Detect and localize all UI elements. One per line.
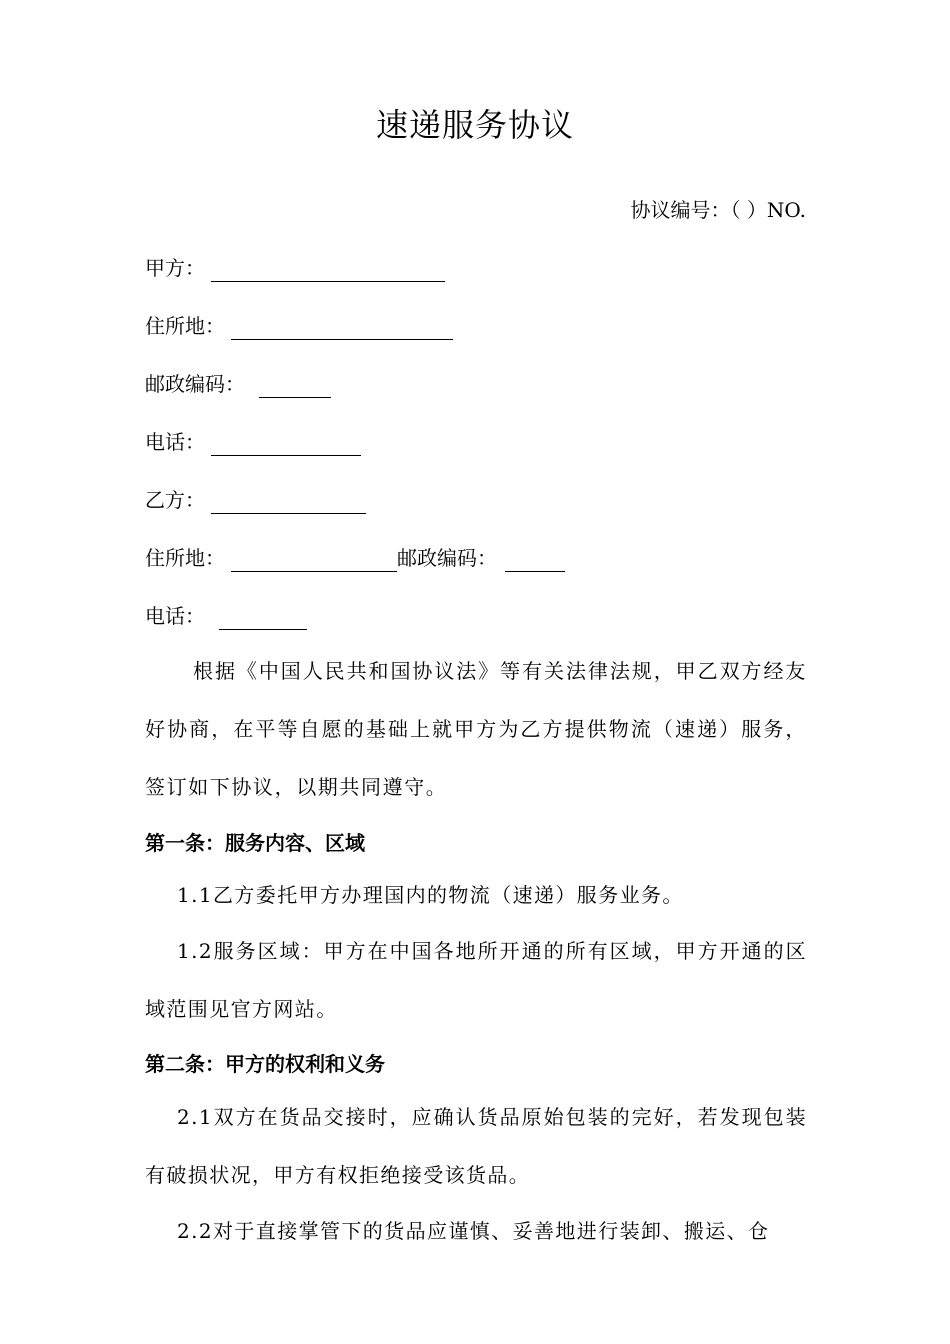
clause-1-1: 1.1乙方委托甲方办理国内的物流（速递）服务业务。 xyxy=(177,883,684,907)
party-a-phone-blank[interactable] xyxy=(211,433,361,456)
article-2-heading: 第二条：甲方的权利和义务 xyxy=(145,1052,385,1076)
party-b-postcode-blank[interactable] xyxy=(505,549,565,572)
party-b-label: 乙方： xyxy=(145,488,205,512)
party-a-postcode-row xyxy=(145,370,331,398)
document-title: 速递服务协议 xyxy=(375,106,574,144)
party-b-row xyxy=(145,486,366,514)
party-a-address-blank[interactable] xyxy=(231,317,453,340)
clause-2-1: 2.1双方在货品交接时，应确认货品原始包装的完好，若发现包装有破损状况，甲方有权拒绝接受该货品。 xyxy=(145,1105,807,1187)
article-1-heading: 第一条：服务内容、区域 xyxy=(145,831,365,855)
party-b-blank[interactable] xyxy=(211,491,366,514)
party-a-postcode-label: 邮政编码： xyxy=(145,372,245,396)
party-a-postcode-blank[interactable] xyxy=(259,375,331,398)
party-b-address-row xyxy=(145,544,565,572)
party-b-phone-row xyxy=(145,602,307,630)
agreement-number: 协议编号：（ ）NO. xyxy=(630,198,806,222)
party-b-address-label: 住所地： xyxy=(145,546,225,570)
party-a-blank[interactable] xyxy=(211,259,445,282)
party-a-address-label: 住所地： xyxy=(145,314,225,338)
intro-paragraph: 根据《中国人民共和国协议法》等有关法律法规，甲乙双方经友好协商，在平等自愿的基础上就甲方为乙方提供物流（速递）服务，签订如下协议，以期共同遵守。 xyxy=(145,659,807,799)
party-b-address-blank[interactable] xyxy=(231,549,397,572)
party-b-phone-blank[interactable] xyxy=(219,607,307,630)
party-a-label: 甲方： xyxy=(145,256,205,280)
party-a-phone-label: 电话： xyxy=(145,430,205,454)
party-a-row xyxy=(145,254,445,282)
clause-1-2: 1.2服务区域：甲方在中国各地所开通的所有区域，甲方开通的区域范围见官方网站。 xyxy=(145,939,807,1021)
party-a-address-row xyxy=(145,312,453,340)
party-b-phone-label: 电话： xyxy=(145,604,205,628)
party-b-postcode-label: 邮政编码： xyxy=(397,546,497,570)
party-a-phone-row xyxy=(145,428,361,456)
clause-2-2: 2.2对于直接掌管下的货品应谨慎、妥善地进行装卸、搬运、仓 xyxy=(177,1219,770,1243)
